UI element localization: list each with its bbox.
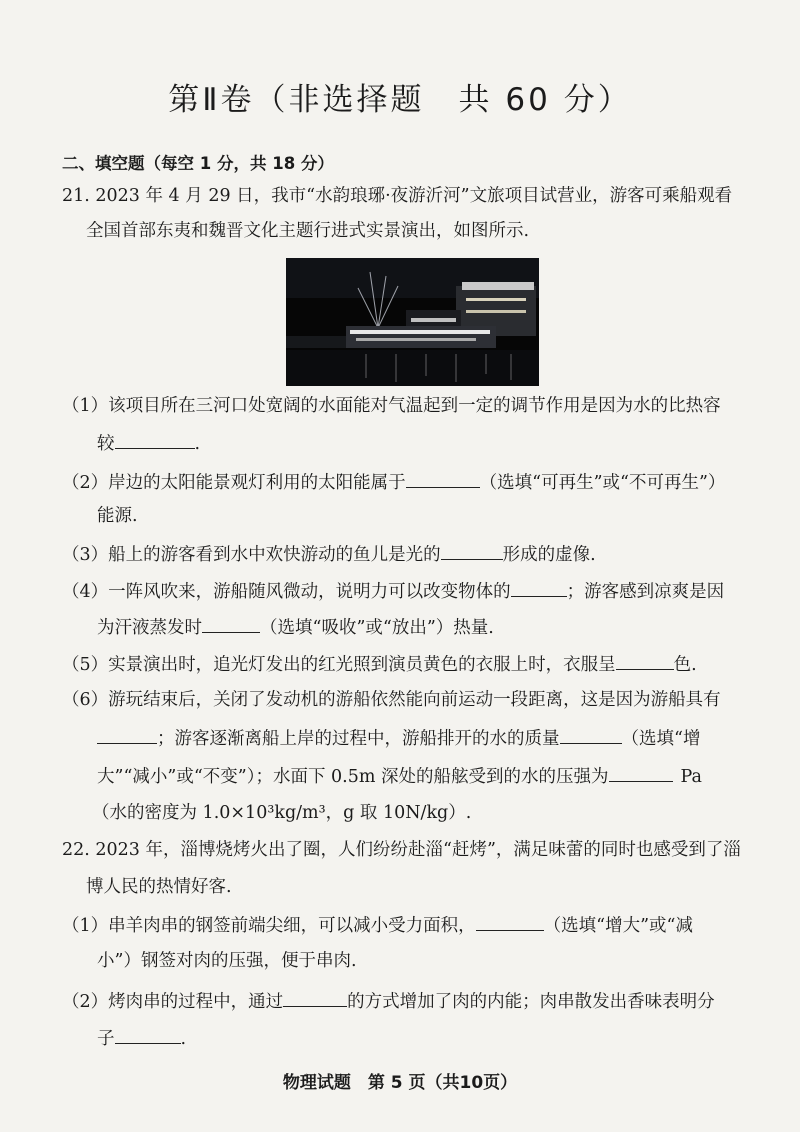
q21-part2-text: （2）岸边的太阳能景观灯利用的太阳能属于: [62, 473, 406, 493]
q21-part6-line-1: （6）游玩结束后，关闭了发动机的游船依然能向前运动一段距离，这是因为游船具有: [62, 690, 721, 710]
q22-stem-line-2: 博人民的热情好客.: [86, 877, 232, 897]
q22-part1-text: （1）串羊肉串的钢签前端尖细，可以减小受力面积，: [62, 916, 476, 936]
answer-blank[interactable]: [476, 916, 544, 931]
q21-part6-line-3: [97, 767, 702, 787]
q21-part3-text: （3）船上的游客看到水中欢快游动的鱼儿是光的: [62, 545, 441, 565]
q22-stem-line-1: 22. 2023 年，淄博烧烤火出了圈，人们纷纷赴淄“赶烤”，满足味蕾的同时也感受到了淄: [62, 840, 741, 860]
q22-part2-text-3: 子: [97, 1029, 115, 1049]
q22-part2-text-2: 的方式增加了肉的内能；肉串散发出香味表明分: [347, 992, 715, 1012]
q21-part4-hint: （选填“吸收”或“放出”）热量.: [260, 618, 494, 638]
answer-blank[interactable]: [406, 473, 480, 488]
q21-part6-unit: Pa: [680, 767, 702, 787]
q21-part1-line-1: （1）该项目所在三河口处宽阔的水面能对气温起到一定的调节作用是因为水的比热容: [62, 396, 721, 416]
q21-part1-line-2: [97, 434, 200, 454]
q22-part1-line-1: [62, 916, 693, 936]
answer-blank[interactable]: [97, 729, 157, 744]
q21-part1-text: 较: [97, 434, 115, 454]
q22-part1-line-2: 小”）钢签对肉的压强，便于串肉.: [97, 951, 357, 971]
answer-blank[interactable]: [283, 992, 347, 1007]
q21-part6-hint: （选填“增: [621, 729, 701, 749]
answer-blank[interactable]: [202, 618, 260, 633]
q21-part3-end: 形成的虚像.: [502, 545, 596, 565]
answer-blank[interactable]: [441, 545, 503, 560]
q21-part5-line: [62, 655, 697, 675]
q22-part2-end: .: [180, 1029, 187, 1049]
q21-stem-line-2: 全国首部东夷和魏晋文化主题行进式实景演出，如图所示.: [86, 221, 530, 241]
night-show-photo: [286, 258, 539, 386]
q21-part1-end: .: [194, 434, 201, 454]
q21-part2-line-2: 能源.: [97, 506, 138, 526]
answer-blank[interactable]: [511, 582, 567, 597]
q21-part4-text-2: ；游客感到凉爽是因: [566, 582, 725, 602]
q21-part4-line-2: [97, 618, 494, 638]
q22-part2-line-2: [97, 1029, 186, 1049]
q22-part2-text: （2）烤肉串的过程中，通过: [62, 992, 284, 1012]
q21-part6-text: ；游客逐渐离船上岸的过程中，游船排开的水的质量: [157, 729, 560, 749]
q21-part6-text-2: 大”“减小”或“不变”）；水面下 0.5m 深处的船舷受到的水的压强为: [97, 767, 609, 787]
q21-part5-end: 色.: [673, 655, 697, 675]
q21-part4-line-1: [62, 582, 724, 602]
q21-part2-hint: （选填“可再生”或“不可再生”）: [479, 473, 726, 493]
q22-part1-hint: （选填“增大”或“减: [543, 916, 693, 936]
answer-blank[interactable]: [115, 1029, 181, 1044]
answer-blank[interactable]: [616, 655, 674, 670]
q21-part6-line-4: （水的密度为 1.0×10³kg/m³，g 取 10N/kg）.: [92, 803, 472, 823]
page-footer: 物理试题 第 5 页（共10页）: [282, 1073, 518, 1093]
q21-part5-text: （5）实景演出时，追光灯发出的红光照到演员黄色的衣服上时，衣服呈: [62, 655, 616, 675]
q21-part3-line: [62, 545, 596, 565]
q21-part4-text-3: 为汗液蒸发时: [97, 618, 202, 638]
q21-part2-line-1: [62, 473, 725, 493]
q21-part6-line-2: [97, 729, 700, 749]
answer-blank[interactable]: [115, 434, 195, 449]
q21-part4-text: （4）一阵风吹来，游船随风微动，说明力可以改变物体的: [62, 582, 511, 602]
q21-stem-line-1: 21. 2023 年 4 月 29 日，我市“水韵琅琊·夜游沂河”文旅项目试营业，游客可乘船观看: [62, 186, 733, 206]
page-title: 第Ⅱ卷（非选择题 共 60 分）: [168, 82, 632, 118]
answer-blank[interactable]: [609, 767, 673, 782]
night-scene-illustration: [286, 258, 539, 386]
answer-blank[interactable]: [560, 729, 622, 744]
q22-part2-line-1: [62, 992, 715, 1012]
section-heading: 二、填空题（每空 1 分，共 18 分）: [62, 154, 334, 173]
